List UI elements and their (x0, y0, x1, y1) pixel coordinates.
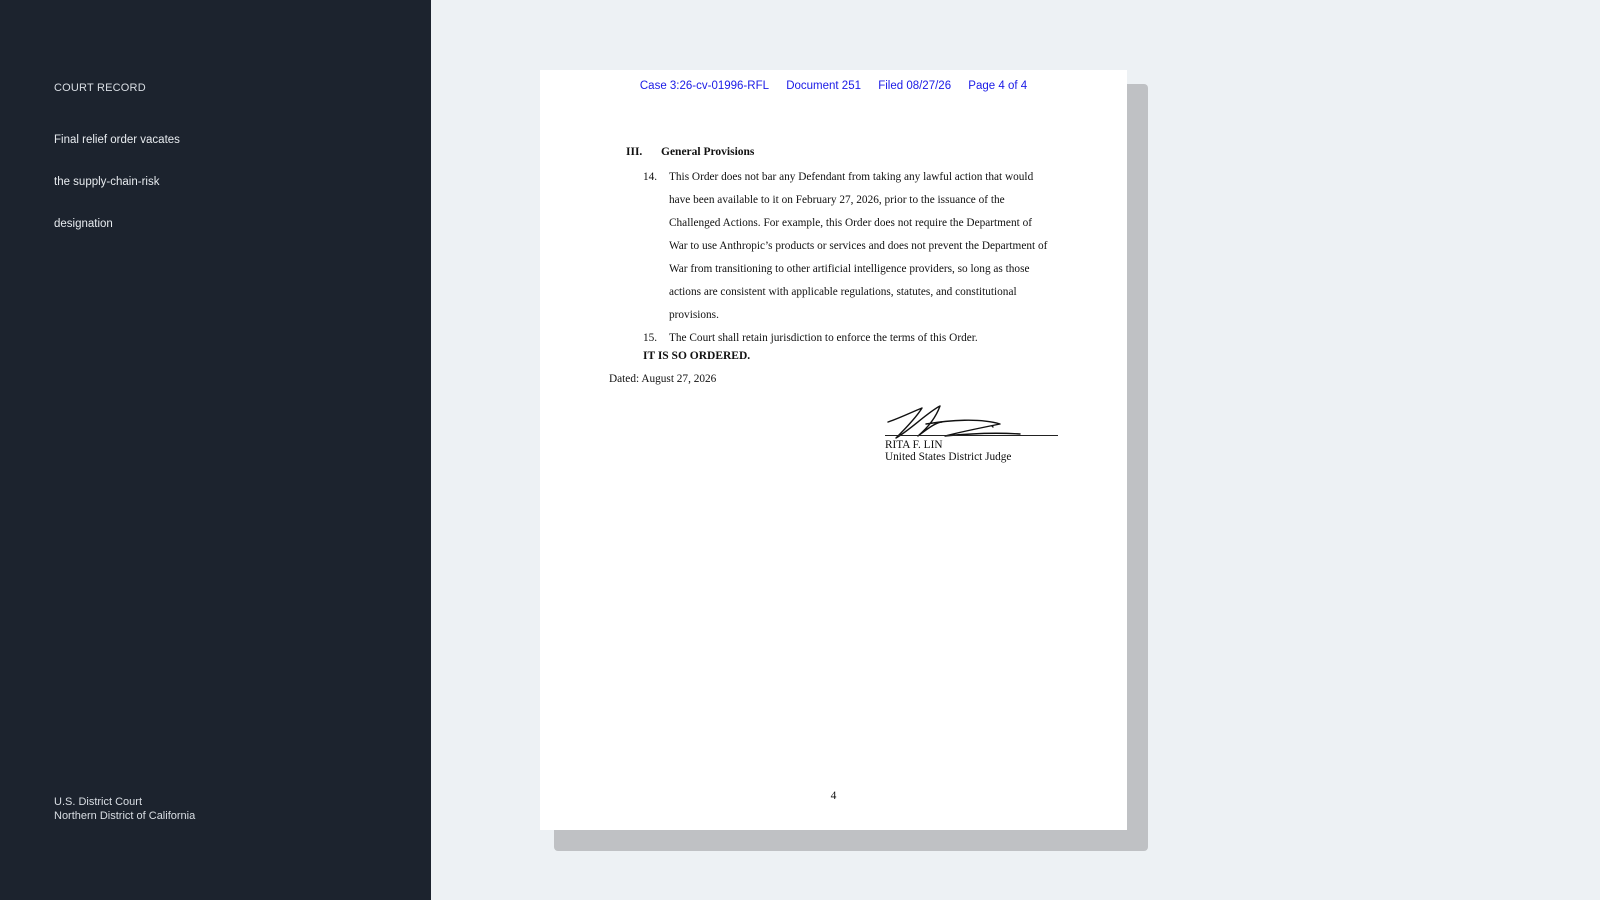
section-title: General Provisions (661, 146, 755, 158)
paragraph-14 (643, 166, 1063, 327)
so-ordered: IT IS SO ORDERED. (643, 350, 751, 362)
headline-line: the supply-chain-risk (54, 176, 160, 188)
headline-line: designation (54, 218, 113, 230)
footer-district: Northern District of California (54, 810, 196, 822)
page-count: Page 4 of 4 (968, 80, 1028, 92)
paragraph-line: This Order does not bar any Defendant from taking any lawful action that would (669, 171, 1034, 183)
section-number: III. (626, 146, 643, 158)
paragraph-line: The Court shall retain jurisdiction to enforce the terms of this Order. (669, 332, 978, 344)
filed-date: Filed 08/27/26 (878, 80, 952, 92)
dated-line: Dated: August 27, 2026 (609, 373, 717, 385)
sidebar-headline (54, 132, 180, 258)
paragraph-line: Challenged Actions. For example, this Order does not require the Department of (669, 217, 1032, 229)
paragraph-line: have been available to it on February 27, 2026, prior to the issuance of the (669, 194, 1005, 206)
paragraph-text (669, 166, 1063, 327)
ecf-header (540, 80, 1127, 92)
document-number: Document 251 (786, 80, 861, 92)
sidebar-footer (54, 795, 195, 823)
paragraph-text (669, 327, 1063, 350)
paragraph-line: provisions. (669, 309, 719, 321)
paragraph-line: War from transitioning to other artificial intelligence providers, so long as those (669, 263, 1030, 275)
judge-name: RITA F. LIN (885, 439, 943, 451)
sidebar (0, 0, 431, 900)
paragraph-line: actions are consistent with applicable regulations, statutes, and constitutional (669, 286, 1017, 298)
paragraph-number: 15. (643, 332, 658, 344)
signature-line (885, 435, 1058, 436)
page-number: 4 (830, 790, 837, 802)
case-number: Case 3:26-cv-01996-RFL (639, 80, 769, 92)
paragraph-line: War to use Anthropic’s products or services and does not prevent the Department of (669, 240, 1048, 252)
judge-block (885, 439, 1011, 463)
footer-court: U.S. District Court (54, 796, 143, 808)
paragraph-15 (643, 327, 1063, 350)
section-heading (626, 146, 754, 158)
headline-line: Final relief order vacates (54, 134, 180, 146)
document-page (540, 70, 1127, 830)
paragraph-number: 14. (643, 171, 658, 183)
sidebar-kicker: COURT RECORD (54, 82, 146, 94)
judge-title: United States District Judge (885, 451, 1012, 463)
